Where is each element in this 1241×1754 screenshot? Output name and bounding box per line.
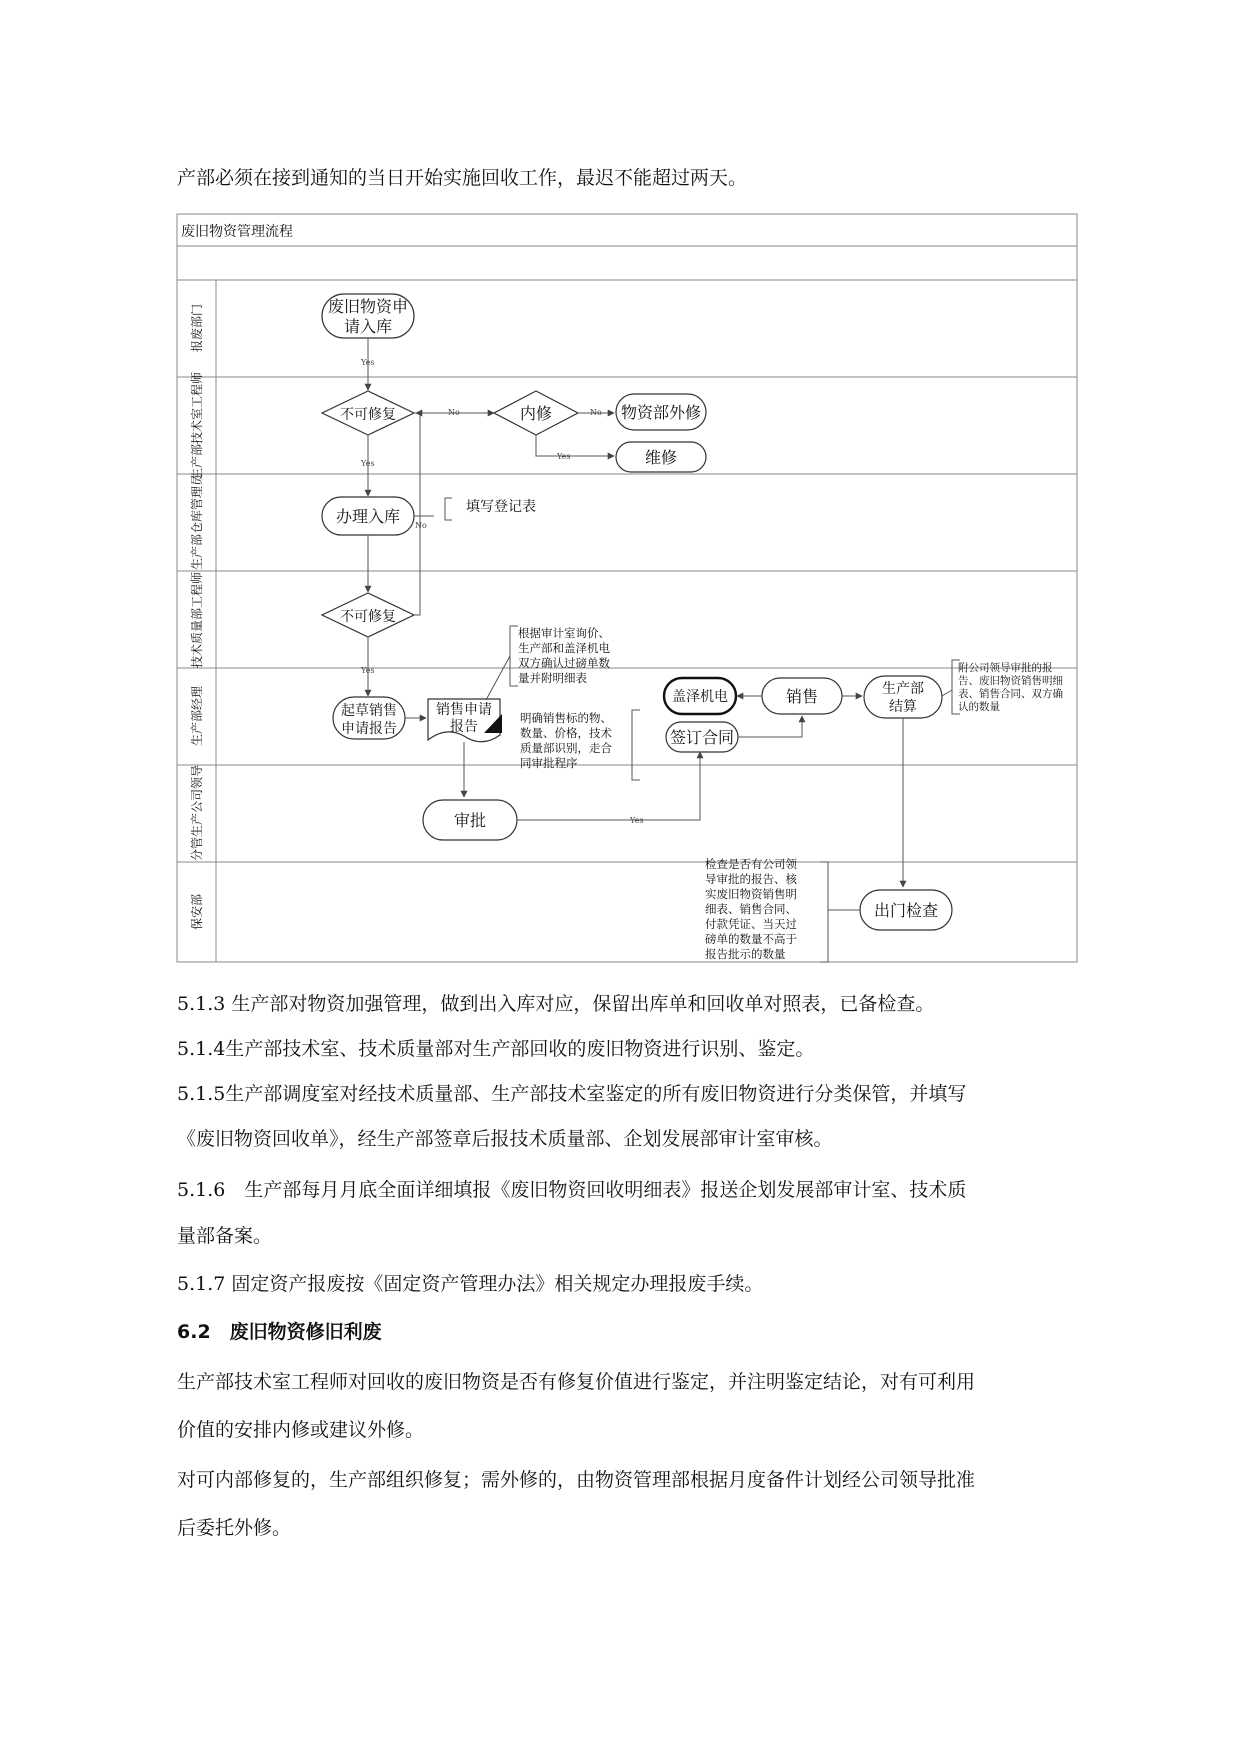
node-external-repair-label: 物资部外修 <box>620 403 702 422</box>
edge-no-loop-back <box>414 413 420 615</box>
node-cannot-repair-2-label: 不可修复 <box>340 609 396 625</box>
node-sign-contract-label: 签订合同 <box>669 728 735 747</box>
edge-label-yes-3: Yes <box>361 459 375 468</box>
note-check-6: 磅单的数量不高于 <box>705 932 797 946</box>
edge-label-yes-2: Yes <box>557 452 571 461</box>
note-clarify-1: 明确销售标的物、 <box>520 711 612 725</box>
lane-label-leader: 分管生产公司领导 <box>190 764 204 862</box>
node-apply-line1: 废旧物资申 <box>327 297 409 316</box>
node-sales-report-line1: 销售申请 <box>436 702 492 718</box>
edge-contract-to-sales <box>738 716 802 737</box>
annotation-fill-form: 填写登记表 <box>466 499 536 515</box>
node-gaize-label: 盖泽机电 <box>672 689 728 705</box>
paragraph-5-1-6-line2: 量部备案。 <box>177 1225 273 1247</box>
note-check-2: 导审批的报告、核 <box>705 872 797 886</box>
lane-label-quality-engineer: 技术质量部工程师 <box>190 571 204 669</box>
paragraph-6-2-line2: 价值的安排内修或建议外修。 <box>177 1419 425 1441</box>
annotation-fill-form-box <box>445 498 452 520</box>
paragraph-5-1-5-line1: 5.1.5生产部调度室对经技术质量部、生产部技术室鉴定的所有废旧物资进行分类保管，并填写 <box>177 1083 967 1105</box>
node-draft-report-line2: 申请报告 <box>341 721 397 737</box>
note-attach-leader <box>942 690 952 696</box>
node-draft-report-line1: 起草销售 <box>341 703 397 719</box>
note-attach-2: 告、废旧物资销售明细 <box>958 675 1063 687</box>
edge-label-yes-4: Yes <box>361 666 375 675</box>
lane-label-production-manager: 生产部经理 <box>190 685 204 747</box>
paragraph-5-1-7: 5.1.7 固定资产报废按《固定资产管理办法》相关规定办理报废手续。 <box>177 1273 764 1295</box>
edge-label-yes-1: Yes <box>361 358 375 367</box>
edge-label-no-1: No <box>448 408 460 417</box>
edge-to-repair <box>536 435 614 456</box>
paragraph-5-1-4: 5.1.4生产部技术室、技术质量部对生产部回收的废旧物资进行识别、鉴定。 <box>177 1038 815 1060</box>
lane-label-tech-engineer: 生产部技术室工程师 <box>190 371 204 481</box>
note-check-5: 付款凭证、当天过 <box>705 917 797 931</box>
paragraph-5-1-3: 5.1.3 生产部对物资加强管理，做到出入库对应，保留出库单和回收单对照表，已备检查。 <box>177 993 935 1015</box>
flowchart-table <box>177 214 1077 962</box>
note-check-1: 检查是否有公司领 <box>705 857 797 871</box>
note-clarify-bracket <box>632 710 640 780</box>
node-approve-label: 审批 <box>453 811 487 830</box>
paragraph-6-2-line4: 后委托外修。 <box>177 1517 292 1539</box>
note-price-inquiry-4: 量并附明细表 <box>518 671 587 685</box>
note-check-7: 报告批示的数量 <box>705 947 786 961</box>
note-price-inquiry-bracket <box>510 626 518 686</box>
note-price-inquiry-3: 双方确认过磅单数 <box>518 656 610 670</box>
node-internal-repair-label: 内修 <box>519 404 553 423</box>
note-check-3: 实废旧物资销售明 <box>705 887 797 901</box>
node-warehouse-in-label: 办理入库 <box>335 507 401 526</box>
flowchart-title: 废旧物资管理流程 <box>181 224 293 240</box>
note-attach-3: 表、销售合同、双方确 <box>958 688 1063 700</box>
note-price-inquiry-1: 根据审计室询价、 <box>518 626 610 640</box>
section-heading-6-2: 6.2 废旧物资修旧利废 <box>177 1321 382 1343</box>
paragraph-6-2-line3: 对可内部修复的，生产部组织修复；需外修的，由物资管理部根据月度备件计划经公司领导批准 <box>177 1469 976 1491</box>
lane-label-scrap-dept: 报废部门 <box>190 303 204 353</box>
note-attach-1: 附公司领导审批的报 <box>958 662 1053 674</box>
note-clarify-3: 质量部识别，走合 <box>520 741 612 755</box>
edge-label-no-2: No <box>590 408 602 417</box>
paragraph-6-2-line1: 生产部技术室工程师对回收的废旧物资是否有修复价值进行鉴定，并注明鉴定结论，对有可利用 <box>177 1371 976 1393</box>
node-production-settle-line1: 生产部 <box>882 681 924 697</box>
edge-label-no-3: No <box>415 521 427 530</box>
intro-paragraph: 产部必须在接到通知的当日开始实施回收工作，最迟不能超过两天。 <box>177 167 748 189</box>
edge-label-yes-5: Yes <box>630 816 644 825</box>
lane-label-warehouse: 生产部仓库管理员 <box>190 473 204 571</box>
node-repair-label: 维修 <box>644 448 678 467</box>
note-price-inquiry-2: 生产部和盖泽机电 <box>518 641 610 655</box>
note-check-4: 细表、销售合同、 <box>705 902 797 916</box>
node-exit-check-label: 出门检查 <box>873 901 939 920</box>
paragraph-5-1-6-line1: 5.1.6 生产部每月月底全面详细填报《废旧物资回收明细表》报送企划发展部审计室、技术质 <box>177 1179 967 1201</box>
node-sales-report-line2: 报告 <box>450 719 478 735</box>
note-clarify-2: 数量、价格，技术 <box>520 726 612 740</box>
node-cannot-repair-1-label: 不可修复 <box>340 407 396 423</box>
note-clarify-4: 同审批程序 <box>520 756 578 770</box>
note-attach-4: 认的数量 <box>958 701 1000 713</box>
node-sales-label: 销售 <box>785 687 819 706</box>
node-production-settle-line2: 结算 <box>889 699 917 715</box>
lane-label-security: 保安部 <box>190 893 204 931</box>
note-price-inquiry-leader <box>486 656 510 700</box>
paragraph-5-1-5-line2: 《废旧物资回收单》，经生产部签章后报技术质量部、企划发展部审计室审核。 <box>177 1128 833 1150</box>
note-check-bracket <box>820 862 828 962</box>
node-apply-line2: 请入库 <box>343 317 393 336</box>
